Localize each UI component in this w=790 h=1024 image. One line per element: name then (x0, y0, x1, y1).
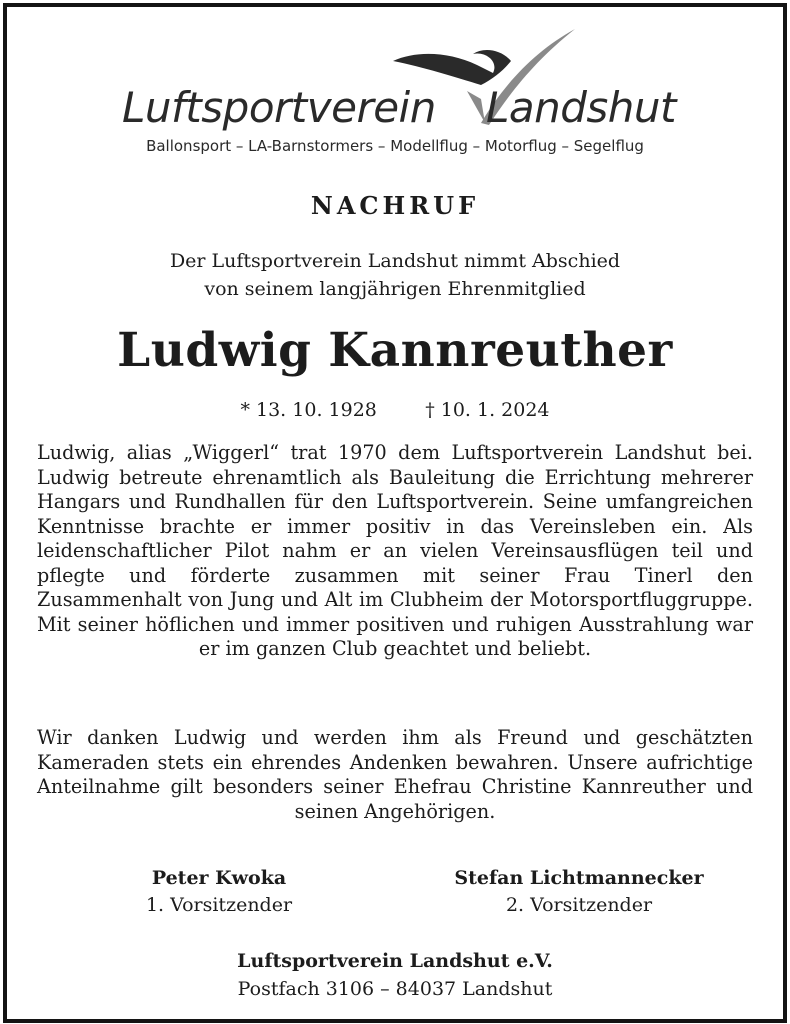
signatory-2 (414, 865, 744, 919)
life-dates (7, 399, 783, 421)
logo-name-left: Luftsportverein (122, 83, 436, 132)
signatory-role: 1. Vorsitzender (145, 894, 293, 916)
signatory-name: Stefan Lichtmannecker (454, 867, 704, 889)
intro-line: von seinem langjährigen Ehrenmitglied (204, 278, 586, 300)
signatory-name: Peter Kwoka (151, 867, 287, 889)
death-date: † 10. 1. 2024 (425, 399, 550, 421)
deceased-name: Ludwig Kannreuther (117, 323, 673, 378)
thanks-paragraph: Wir danken Ludwig und werden ihm als Freund und geschätzten Kameraden stets ein ehrendes Andenken bewahren. Unsere aufrichtige Anteilnahme gilt besonders seiner Ehefrau Christine Kannreuther und seinen Angehörigen. (37, 726, 753, 823)
tribute-paragraph: Ludwig, alias „Wiggerl“ trat 1970 dem Luftsportverein Landshut bei. Ludwig betreute ehrenamtlich als Bauleitung die Errichtung mehrerer Hangars und Rundhallen für den Luftsportverein. Seine umfangreichen Kenntnisse brachte er immer positiv in das Vereinsleben ein. Als leidenschaftlicher Pilot nahm er an vielen Vereinsausflügen teil und pflegte und förderte zusammen mit seiner Frau Tinerl den Zusammenhalt von Jung und Alt im Clubheim der Motorsportfluggruppe. Mit seiner höflichen und immer positiven und ruhigen Ausstrahlung war er im ganzen Club geachtet und beliebt. (37, 441, 753, 660)
intro-line: Der Luftsportverein Landshut nimmt Abschied (169, 250, 621, 272)
club-address: Postfach 3106 – 84037 Landshut (237, 978, 553, 1000)
signatory-1 (54, 865, 384, 919)
logo-disciplines: Ballonsport – LA-Barnstormers – Modellflug – Motorflug – Segelflug (146, 137, 644, 155)
signatory-role: 2. Vorsitzender (505, 894, 653, 916)
obituary-frame (3, 3, 787, 1023)
club-name: Luftsportverein Landshut e.V. (237, 950, 553, 972)
club-footer (7, 947, 783, 1003)
intro-text (7, 247, 783, 303)
notice-heading: NACHRUF (310, 191, 480, 220)
birth-date: * 13. 10. 1928 (240, 399, 377, 421)
logo-name-right: Landshut (486, 83, 677, 132)
club-logo (7, 21, 783, 171)
